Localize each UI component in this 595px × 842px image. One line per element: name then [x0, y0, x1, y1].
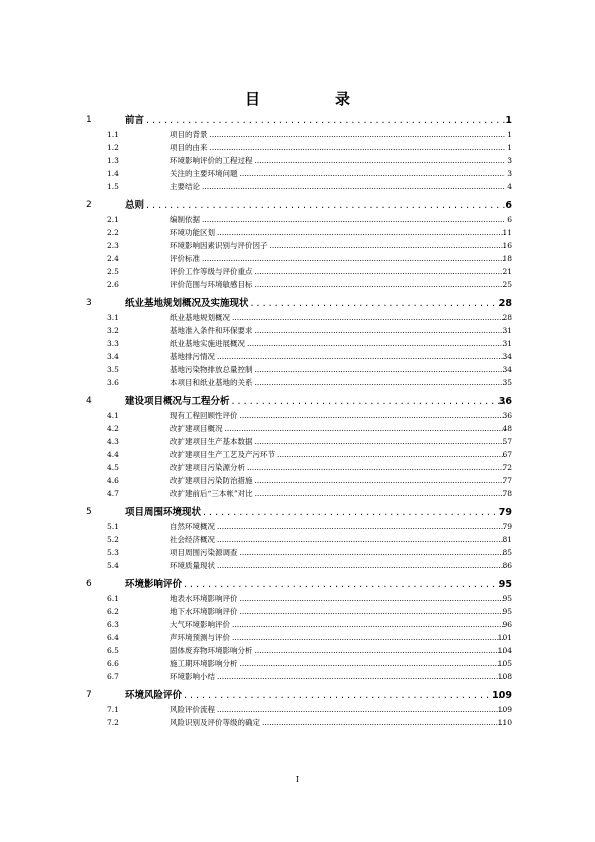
dot-leader — [184, 577, 505, 592]
section-number: 3.2 — [107, 326, 119, 335]
toc-section-row[interactable] — [0, 154, 595, 167]
dot-leader — [277, 448, 505, 461]
toc-entry-label — [125, 505, 505, 520]
dot-leader — [240, 657, 506, 670]
section-title: 环境影响小结 — [170, 672, 215, 681]
toc-section-row[interactable] — [0, 657, 595, 670]
toc-entry-label — [170, 657, 505, 670]
dot-leader — [217, 703, 505, 716]
toc-entry-label — [170, 474, 505, 487]
section-number: 6.3 — [107, 620, 119, 629]
section-title: 改扩建项目生产工艺及产污环节 — [170, 450, 275, 459]
toc-section-row[interactable] — [0, 167, 595, 180]
section-number: 5.4 — [107, 561, 119, 570]
page-ref: 31 — [502, 339, 512, 348]
chapter-number: 1 — [86, 115, 92, 125]
section-title: 风险识别及评价等级的确定 — [170, 718, 260, 727]
dot-leader — [217, 533, 505, 546]
dot-leader — [255, 154, 506, 167]
toc-entry-label — [170, 618, 505, 631]
dot-leader — [255, 435, 506, 448]
toc-entry-label — [170, 631, 505, 644]
page-number: I — [295, 775, 300, 784]
page-ref: 34 — [502, 352, 512, 361]
page-ref: 85 — [502, 548, 512, 557]
dot-leader — [217, 350, 505, 363]
page-ref: 101 — [497, 633, 512, 642]
section-title: 环境影响因素识别与评价因子 — [170, 241, 268, 250]
section-title: 基地准入条件和环保要求 — [170, 326, 253, 335]
toc-entry-label — [170, 487, 505, 500]
section-title: 地下水环境影响评价 — [170, 607, 238, 616]
section-title: 施工期环境影响分析 — [170, 659, 238, 668]
toc-entry-label — [170, 141, 505, 154]
page-ref: 1 — [507, 130, 512, 139]
toc-entry-label — [170, 239, 505, 252]
page-ref: 86 — [502, 561, 512, 570]
dot-leader — [217, 559, 505, 572]
toc-section-row[interactable] — [0, 461, 595, 474]
toc-entry-label — [170, 546, 505, 559]
toc-entry-label — [170, 154, 505, 167]
dot-leader — [240, 167, 506, 180]
section-number: 1.2 — [107, 143, 119, 152]
toc-section-row[interactable] — [0, 311, 595, 324]
dot-leader — [247, 461, 505, 474]
toc-entry-label — [125, 296, 505, 311]
toc-section-row[interactable] — [0, 559, 595, 572]
page-ref: 28 — [502, 313, 512, 322]
chapter-number: 6 — [86, 579, 92, 589]
toc-entry-label — [170, 670, 505, 683]
toc-entry-label — [170, 213, 505, 226]
toc-entry-label — [170, 559, 505, 572]
dot-leader — [240, 409, 506, 422]
dot-leader — [232, 394, 505, 409]
page-ref: 48 — [502, 424, 512, 433]
section-title: 环境影响评价的工程过程 — [170, 156, 253, 165]
toc-chapter-row[interactable] — [0, 198, 595, 213]
section-number: 2.1 — [107, 215, 119, 224]
toc-section-row[interactable] — [0, 213, 595, 226]
toc-section-row[interactable] — [0, 631, 595, 644]
dot-leader — [217, 670, 505, 683]
page-ref: 77 — [502, 476, 512, 485]
page-ref: 34 — [502, 365, 512, 374]
page-ref: 95 — [498, 579, 512, 590]
toc-section-row[interactable] — [0, 252, 595, 265]
section-title: 改扩建项目污染源分析 — [170, 463, 245, 472]
dot-leader — [232, 618, 505, 631]
toc-section-row[interactable] — [0, 618, 595, 631]
table-of-contents — [0, 113, 595, 729]
section-title: 项目周围污染源调查 — [170, 548, 238, 557]
toc-entry-label — [170, 167, 505, 180]
toc-entry-label — [170, 716, 505, 729]
section-title: 评价标准 — [170, 254, 200, 263]
section-number: 6.6 — [107, 659, 119, 668]
section-number: 6.2 — [107, 607, 119, 616]
section-title: 项目的背景 — [170, 130, 208, 139]
toc-section-row[interactable] — [0, 226, 595, 239]
section-number: 7.1 — [107, 705, 119, 714]
page-ref: 109 — [492, 690, 512, 701]
toc-entry-label — [170, 350, 505, 363]
dot-leader — [240, 605, 506, 618]
section-number: 2.4 — [107, 254, 119, 263]
toc-entry-label — [170, 180, 505, 193]
section-title: 环境功能区划 — [170, 228, 215, 237]
chapter-title: 环境风险评价 — [125, 690, 183, 701]
toc-section-row[interactable] — [0, 448, 595, 461]
page-ref: 36 — [502, 411, 512, 420]
toc-entry-label — [170, 520, 505, 533]
section-number: 5.2 — [107, 535, 119, 544]
dot-leader — [232, 631, 505, 644]
toc-entry-label — [170, 644, 505, 657]
toc-entry-label — [170, 422, 505, 435]
page-ref: 18 — [502, 254, 512, 263]
page-ref: 4 — [507, 182, 512, 191]
toc-section-row[interactable] — [0, 376, 595, 389]
page-ref: 79 — [502, 522, 512, 531]
dot-leader — [255, 487, 505, 500]
dot-leader — [225, 422, 506, 435]
dot-leader — [240, 592, 506, 605]
toc-section-row[interactable] — [0, 363, 595, 376]
section-number: 4.3 — [107, 437, 119, 446]
toc-section-row[interactable] — [0, 435, 595, 448]
page-ref: 110 — [497, 718, 512, 727]
page-ref: 3 — [507, 156, 512, 165]
toc-section-row[interactable] — [0, 533, 595, 546]
section-number: 3.3 — [107, 339, 119, 348]
toc-section-row[interactable] — [0, 605, 595, 618]
dot-leader — [270, 239, 506, 252]
section-number: 1.1 — [107, 130, 119, 139]
section-title: 主要结论 — [170, 182, 200, 191]
chapter-title: 建设项目概况与工程分析 — [125, 396, 230, 407]
toc-section-row[interactable] — [0, 141, 595, 154]
section-title: 改扩建项目污染防治措施 — [170, 476, 253, 485]
toc-entry-label — [170, 324, 505, 337]
page-ref: 95 — [502, 594, 512, 603]
chapter-title: 项目周围环境现状 — [125, 507, 202, 518]
toc-chapter-row[interactable] — [0, 394, 595, 409]
section-number: 6.1 — [107, 594, 119, 603]
toc-section-row[interactable] — [0, 278, 595, 291]
section-title: 现有工程回顾性评价 — [170, 411, 238, 420]
page-ref: 72 — [502, 463, 512, 472]
toc-entry-label — [125, 688, 505, 703]
toc-chapter-row[interactable] — [0, 577, 595, 592]
section-title: 纸业基地实施进展概况 — [170, 339, 245, 348]
section-number: 3.1 — [107, 313, 119, 322]
section-number: 4.6 — [107, 476, 119, 485]
section-title: 地表水环境影响评价 — [170, 594, 238, 603]
page-ref: 25 — [502, 280, 512, 289]
page-ref: 79 — [498, 507, 512, 518]
toc-section-row[interactable] — [0, 644, 595, 657]
dot-leader — [210, 141, 506, 154]
dot-leader — [255, 278, 506, 291]
section-title: 固体废弃物环境影响分析 — [170, 646, 253, 655]
section-title: 大气环境影响评价 — [170, 620, 230, 629]
toc-entry-label — [170, 592, 505, 605]
dot-leader — [255, 265, 506, 278]
toc-entry-label — [125, 394, 505, 409]
toc-section-row[interactable] — [0, 128, 595, 141]
section-number: 1.4 — [107, 169, 119, 178]
toc-section-row[interactable] — [0, 520, 595, 533]
section-title: 改扩建前后“三本帐”对比 — [170, 489, 253, 498]
toc-entry-label — [125, 113, 505, 128]
toc-entry-label — [170, 376, 505, 389]
section-title: 环境质量现状 — [170, 561, 215, 570]
page-ref: 78 — [502, 489, 512, 498]
page-ref: 67 — [502, 450, 512, 459]
dot-leader — [247, 337, 505, 350]
section-title: 声环境预测与评价 — [170, 633, 230, 642]
page-ref: 16 — [502, 241, 512, 250]
section-number: 6.4 — [107, 633, 119, 642]
section-title: 社会经济概况 — [170, 535, 215, 544]
page-ref: 6 — [505, 200, 512, 211]
toc-entry-label — [125, 198, 505, 213]
chapter-title: 环境影响评价 — [125, 579, 183, 590]
section-number: 5.3 — [107, 548, 119, 557]
section-title: 改扩建项目生产基本数据 — [170, 437, 253, 446]
page-ref: 3 — [507, 169, 512, 178]
section-title: 编制依据 — [170, 215, 200, 224]
page-ref: 108 — [497, 672, 512, 681]
toc-section-row[interactable] — [0, 350, 595, 363]
toc-entry-label — [170, 337, 505, 350]
section-number: 4.1 — [107, 411, 119, 420]
dot-leader — [255, 363, 506, 376]
toc-section-row[interactable] — [0, 337, 595, 350]
dot-leader — [202, 180, 505, 193]
dot-leader — [255, 324, 506, 337]
section-number: 4.5 — [107, 463, 119, 472]
chapter-title: 总则 — [125, 200, 145, 211]
toc-section-row[interactable] — [0, 409, 595, 422]
toc-section-row[interactable] — [0, 703, 595, 716]
dot-leader — [210, 128, 506, 141]
page-ref: 96 — [502, 620, 512, 629]
toc-entry-label — [170, 448, 505, 461]
toc-section-row[interactable] — [0, 180, 595, 193]
section-title: 关注的主要环境问题 — [170, 169, 238, 178]
toc-section-row[interactable] — [0, 239, 595, 252]
page-ref: 36 — [498, 396, 512, 407]
chapter-number: 5 — [86, 507, 92, 517]
section-number: 1.3 — [107, 156, 119, 165]
section-title: 评价范围与环境敏感目标 — [170, 280, 253, 289]
section-title: 基地排污情况 — [170, 352, 215, 361]
toc-entry-label — [170, 311, 505, 324]
page-ref: 95 — [502, 607, 512, 616]
page-ref: 6 — [507, 215, 512, 224]
section-number: 3.5 — [107, 365, 119, 374]
toc-entry-label — [170, 265, 505, 278]
section-number: 2.5 — [107, 267, 119, 276]
section-title: 纸业基地规划概况 — [170, 313, 230, 322]
page-ref: 21 — [502, 267, 512, 276]
dot-leader — [240, 546, 506, 559]
section-title: 评价工作等级与评价重点 — [170, 267, 253, 276]
dot-leader — [202, 252, 505, 265]
toc-section-row[interactable] — [0, 422, 595, 435]
chapter-number: 2 — [86, 200, 92, 210]
page-ref: 1 — [507, 143, 512, 152]
section-title: 风险评价流程 — [170, 705, 215, 714]
toc-entry-label — [170, 605, 505, 618]
toc-entry-label — [170, 533, 505, 546]
toc-entry-label — [170, 703, 505, 716]
section-number: 7.2 — [107, 718, 119, 727]
toc-entry-label — [170, 226, 505, 239]
toc-entry-label — [170, 278, 505, 291]
dot-leader — [203, 505, 505, 520]
section-number: 6.5 — [107, 646, 119, 655]
section-title: 本项目和纸业基地的关系 — [170, 378, 253, 387]
dot-leader — [255, 644, 506, 657]
dot-leader — [217, 520, 505, 533]
dot-leader — [146, 198, 505, 213]
toc-section-row[interactable] — [0, 487, 595, 500]
toc-section-row[interactable] — [0, 474, 595, 487]
page-ref: 109 — [497, 705, 512, 714]
page-ref: 35 — [502, 378, 512, 387]
toc-entry-label — [170, 128, 505, 141]
dot-leader — [232, 311, 505, 324]
dot-leader — [255, 474, 506, 487]
toc-entry-label — [125, 577, 505, 592]
page-ref: 105 — [497, 659, 512, 668]
page-ref: 104 — [497, 646, 512, 655]
section-number: 2.3 — [107, 241, 119, 250]
page-ref: 11 — [502, 228, 512, 237]
section-number: 4.2 — [107, 424, 119, 433]
toc-chapter-row[interactable] — [0, 296, 595, 311]
page-ref: 1 — [505, 115, 512, 126]
section-number: 2.6 — [107, 280, 119, 289]
chapter-number: 4 — [86, 396, 92, 406]
dot-leader — [255, 376, 506, 389]
toc-section-row[interactable] — [0, 592, 595, 605]
toc-entry-label — [170, 461, 505, 474]
toc-entry-label — [170, 252, 505, 265]
dot-leader — [146, 113, 505, 128]
toc-chapter-row[interactable] — [0, 505, 595, 520]
page-ref: 57 — [502, 437, 512, 446]
toc-section-row[interactable] — [0, 546, 595, 559]
section-number: 5.1 — [107, 522, 119, 531]
toc-entry-label — [170, 363, 505, 376]
dot-leader — [217, 226, 505, 239]
chapter-title: 前言 — [125, 115, 145, 126]
dot-leader — [262, 716, 505, 729]
section-title: 改扩建项目概况 — [170, 424, 223, 433]
section-title: 自然环境概况 — [170, 522, 215, 531]
toc-entry-label — [170, 409, 505, 422]
toc-chapter-row[interactable] — [0, 688, 595, 703]
page-ref: 31 — [502, 326, 512, 335]
section-number: 6.7 — [107, 672, 119, 681]
section-title: 项目的由来 — [170, 143, 208, 152]
section-number: 4.4 — [107, 450, 119, 459]
chapter-number: 7 — [86, 690, 92, 700]
toc-entry-label — [170, 435, 505, 448]
section-number: 4.7 — [107, 489, 119, 498]
toc-section-row[interactable] — [0, 670, 595, 683]
chapter-title: 纸业基地规划概况及实施现状 — [125, 298, 249, 309]
chapter-number: 3 — [86, 298, 92, 308]
toc-section-row[interactable] — [0, 324, 595, 337]
dot-leader — [202, 213, 505, 226]
section-number: 2.2 — [107, 228, 119, 237]
section-number: 3.6 — [107, 378, 119, 387]
page-title: 目 录 — [244, 90, 380, 108]
toc-section-row[interactable] — [0, 265, 595, 278]
toc-chapter-row[interactable] — [0, 113, 595, 128]
section-number: 3.4 — [107, 352, 119, 361]
dot-leader — [251, 296, 505, 311]
section-title: 基地污染物排放总量控制 — [170, 365, 253, 374]
section-number: 1.5 — [107, 182, 119, 191]
dot-leader — [184, 688, 505, 703]
page-ref: 81 — [502, 535, 512, 544]
page-ref: 28 — [498, 298, 512, 309]
toc-section-row[interactable] — [0, 716, 595, 729]
